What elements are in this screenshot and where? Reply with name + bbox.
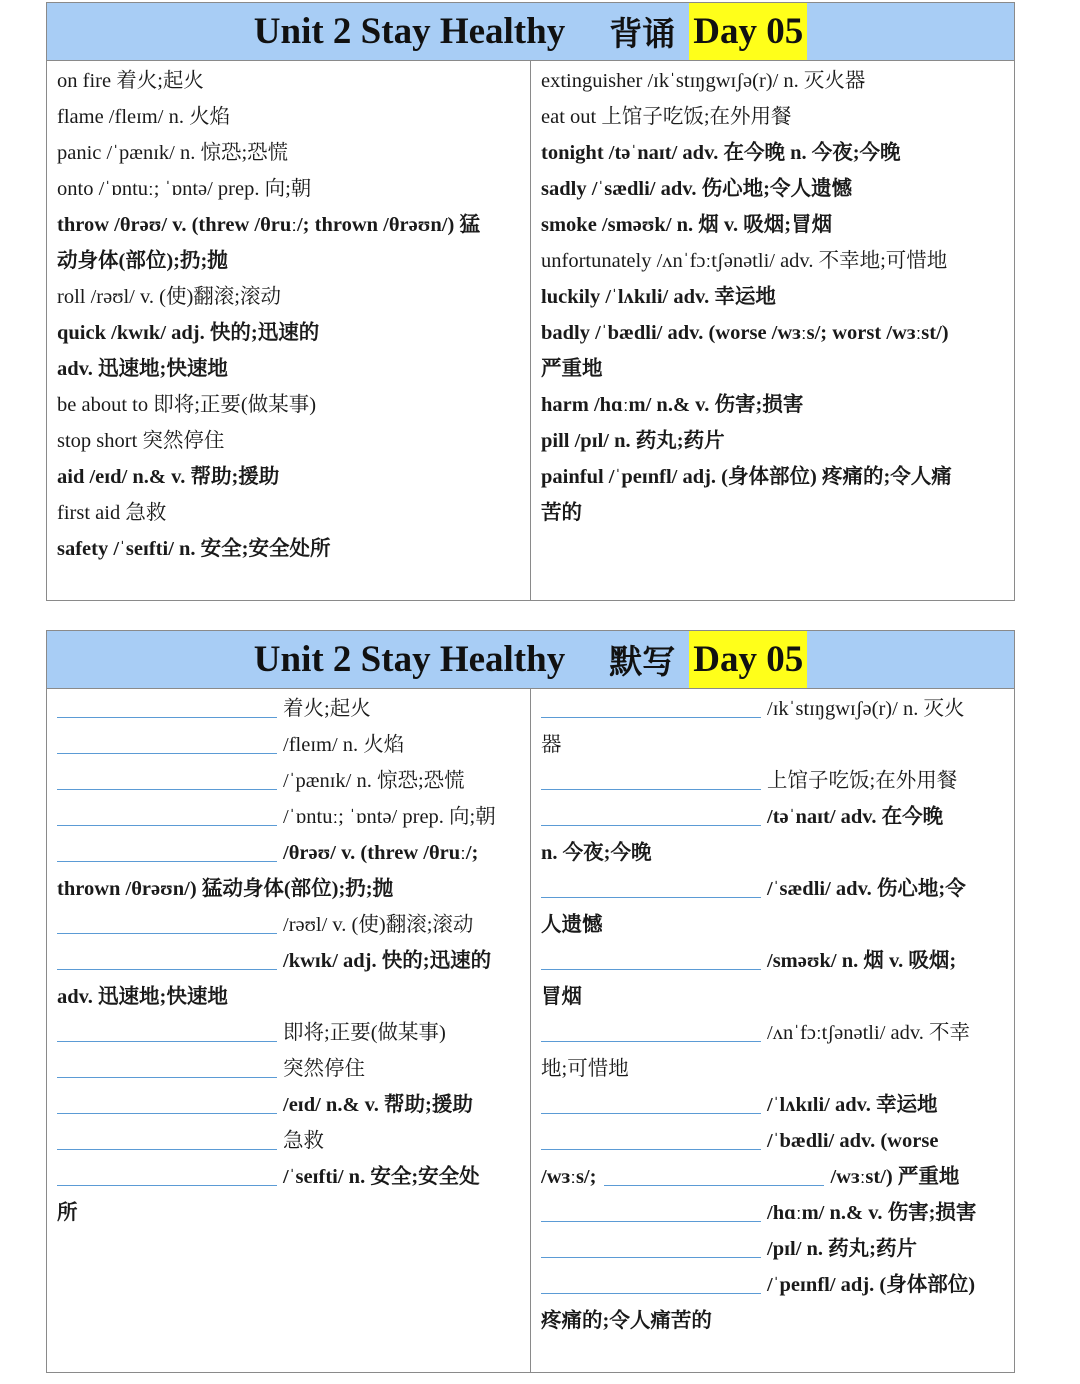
dictation-line — [541, 835, 1004, 871]
entry-text: first aid 急救 — [57, 502, 167, 524]
dictation-line — [57, 727, 520, 763]
dictation-line — [57, 1123, 520, 1159]
entry-text: flame /fleɪm/ n. 火焰 — [57, 106, 231, 128]
vocab-line — [57, 99, 520, 135]
entry-text: /eɪd/ n.& v. 帮助;援助 — [283, 1094, 473, 1116]
answer-blank[interactable] — [604, 1159, 824, 1186]
mode-label: 背诵 — [609, 14, 676, 53]
dictation-line — [541, 1087, 1004, 1123]
vocab-line — [57, 243, 520, 279]
answer-blank[interactable] — [57, 727, 277, 754]
answer-blank[interactable] — [57, 1087, 277, 1114]
dictation-line — [541, 763, 1004, 799]
entry-text: /θrəʊ/ v. (threw /θruː/; — [283, 842, 479, 864]
dictation-line — [541, 691, 1004, 727]
vocab-line — [57, 495, 520, 531]
dictation-line — [57, 799, 520, 835]
answer-blank[interactable] — [541, 1267, 761, 1294]
entry-text: /rəʊl/ v. (使)翻滚;滚动 — [283, 914, 474, 936]
entry-text: throw /θrəʊ/ v. (threw /θruː/; thrown /θrəʊn/) 猛 — [57, 214, 480, 236]
dictation-line — [57, 835, 520, 871]
dictation-line — [57, 907, 520, 943]
dictation-line — [57, 1087, 520, 1123]
entry-text: tonight /təˈnaɪt/ adv. 在今晚 n. 今夜;今晚 — [541, 142, 901, 164]
entry-text: sadly /ˈsædli/ adv. 伤心地;令人遗憾 — [541, 178, 852, 200]
recite-card — [46, 2, 1015, 601]
entry-text: stop short 突然停住 — [57, 430, 225, 452]
vocab-line — [541, 63, 1004, 99]
entry-text: /ˈpeɪnfl/ adj. (身体部位) — [767, 1274, 976, 1296]
entry-text: /wɜːs/; — [541, 1166, 597, 1188]
dictation-line — [541, 943, 1004, 979]
entry-text: harm /hɑːm/ n.& v. 伤害;损害 — [541, 394, 804, 416]
entry-text: thrown /θrəʊn/) 猛动身体(部位);扔;抛 — [57, 878, 394, 900]
dictation-line — [541, 1123, 1004, 1159]
entry-text: /təˈnaɪt/ adv. 在今晚 — [767, 806, 944, 828]
vocab-line — [541, 495, 1004, 531]
entry-text: luckily /ˈlʌkɪli/ adv. 幸运地 — [541, 286, 776, 308]
entry-text: 突然停住 — [283, 1058, 365, 1080]
entry-text: /wɜːst/) 严重地 — [830, 1166, 960, 1188]
entry-text: adv. 迅速地;快速地 — [57, 986, 228, 1008]
entry-text: painful /ˈpeɪnfl/ adj. (身体部位) 疼痛的;令人痛 — [541, 466, 952, 488]
vocab-line — [541, 99, 1004, 135]
vocab-line — [541, 423, 1004, 459]
vocab-line — [57, 63, 520, 99]
answer-blank[interactable] — [541, 943, 761, 970]
entry-text: unfortunately /ʌnˈfɔːtʃənətli/ adv. 不幸地;可惜地 — [541, 250, 948, 272]
entry-text: /ˈbædli/ adv. (worse — [767, 1130, 939, 1152]
vocab-line — [541, 387, 1004, 423]
entry-text: /pɪl/ n. 药丸;药片 — [767, 1238, 917, 1260]
card-title: Unit 2 Stay Healthy — [253, 11, 566, 52]
dictation-line — [541, 1195, 1004, 1231]
entry-text: /ˈlʌkɪli/ adv. 幸运地 — [767, 1094, 938, 1116]
vocab-line — [57, 207, 520, 243]
vocab-line — [541, 171, 1004, 207]
answer-blank[interactable] — [57, 1159, 277, 1186]
entry-text: adv. 迅速地;快速地 — [57, 358, 228, 380]
vocab-line — [57, 315, 520, 351]
answer-blank[interactable] — [57, 799, 277, 826]
mode-label: 默写 — [609, 642, 676, 681]
entry-text: 所 — [57, 1202, 78, 1224]
entry-text: /ˈɒntuː; ˈɒntə/ prep. 向;朝 — [283, 806, 496, 828]
entry-text: 人遗憾 — [541, 914, 603, 936]
answer-blank[interactable] — [57, 1015, 277, 1042]
answer-blank[interactable] — [57, 763, 277, 790]
entry-text: roll /rəʊl/ v. (使)翻滚;滚动 — [57, 286, 281, 308]
entry-text: 急救 — [283, 1130, 324, 1152]
entry-text: /fleɪm/ n. 火焰 — [283, 734, 405, 756]
vocab-line — [57, 135, 520, 171]
entry-text: badly /ˈbædli/ adv. (worse /wɜːs/; worst /wɜːst/) — [541, 322, 949, 344]
entry-text: /ˈseɪfti/ n. 安全;安全处 — [283, 1166, 480, 1188]
dictation-line — [57, 763, 520, 799]
vocab-line — [57, 459, 520, 495]
dictation-line — [57, 979, 520, 1015]
vocab-column-right — [531, 61, 1014, 600]
answer-blank[interactable] — [541, 871, 761, 898]
day-badge: Day 05 — [689, 3, 807, 60]
entry-text: extinguisher /ɪkˈstɪŋgwɪʃə(r)/ n. 灭火器 — [541, 70, 866, 92]
dictation-line — [541, 727, 1004, 763]
answer-blank[interactable] — [541, 1123, 761, 1150]
entry-text: /ˈpænɪk/ n. 惊恐;恐慌 — [283, 770, 465, 792]
entry-text: /ʌnˈfɔːtʃənətli/ adv. 不幸 — [767, 1022, 971, 1044]
entry-text: smoke /sməʊk/ n. 烟 v. 吸烟;冒烟 — [541, 214, 833, 236]
vocab-line — [57, 171, 520, 207]
entry-text: /ɪkˈstɪŋgwɪʃə(r)/ n. 灭火 — [767, 698, 965, 720]
entry-text: safety /ˈseɪfti/ n. 安全;安全处所 — [57, 538, 331, 560]
vocab-line — [541, 279, 1004, 315]
dictation-line — [541, 1051, 1004, 1087]
card-title: Unit 2 Stay Healthy — [253, 639, 566, 680]
vocab-line — [541, 315, 1004, 351]
dictation-line — [57, 871, 520, 907]
entry-text: 地;可惜地 — [541, 1058, 629, 1080]
answer-blank[interactable] — [541, 691, 761, 718]
answer-blank[interactable] — [541, 799, 761, 826]
entry-text: 动身体(部位);扔;抛 — [57, 250, 228, 272]
entry-text: be about to 即将;正要(做某事) — [57, 394, 317, 416]
entry-text: 上馆子吃饭;在外用餐 — [767, 770, 958, 792]
entry-text: 即将;正要(做某事) — [283, 1022, 446, 1044]
answer-blank[interactable] — [57, 943, 277, 970]
answer-blank[interactable] — [57, 1123, 277, 1150]
dictation-line — [541, 1159, 1004, 1195]
entry-text: 严重地 — [541, 358, 603, 380]
vocab-line — [57, 387, 520, 423]
dictation-column-left — [47, 689, 531, 1372]
card-header — [47, 631, 1014, 689]
answer-blank[interactable] — [57, 835, 277, 862]
dictation-line — [57, 691, 520, 727]
vocab-line — [541, 243, 1004, 279]
answer-blank[interactable] — [57, 691, 277, 718]
vocab-line — [541, 459, 1004, 495]
dictation-line — [57, 943, 520, 979]
answer-blank[interactable] — [541, 763, 761, 790]
entry-text: 冒烟 — [541, 986, 582, 1008]
entry-text: on fire 着火;起火 — [57, 70, 204, 92]
card-header — [47, 3, 1014, 61]
dictation-line — [57, 1195, 520, 1231]
entry-text: onto /ˈɒntuː; ˈɒntə/ prep. 向;朝 — [57, 178, 312, 200]
entry-text: panic /ˈpænɪk/ n. 惊恐;恐慌 — [57, 142, 289, 164]
dictation-card — [46, 630, 1015, 1373]
dictation-line — [541, 1303, 1004, 1339]
dictation-line — [57, 1015, 520, 1051]
vocab-line — [541, 351, 1004, 387]
entry-text: 着火;起火 — [283, 698, 371, 720]
dictation-line — [541, 1015, 1004, 1051]
dictation-line — [541, 979, 1004, 1015]
answer-blank[interactable] — [541, 1231, 761, 1258]
answer-blank[interactable] — [541, 1195, 761, 1222]
day-badge: Day 05 — [689, 631, 807, 688]
vocab-line — [57, 279, 520, 315]
dictation-line — [541, 799, 1004, 835]
dictation-line — [541, 871, 1004, 907]
dictation-line — [57, 1159, 520, 1195]
entry-text: /kwɪk/ adj. 快的;迅速的 — [283, 950, 492, 972]
entry-text: 苦的 — [541, 502, 582, 524]
dictation-column-right — [531, 689, 1014, 1372]
dictation-line — [57, 1051, 520, 1087]
dictation-line — [541, 907, 1004, 943]
vocab-line — [57, 423, 520, 459]
answer-blank[interactable] — [57, 1051, 277, 1078]
dictation-line — [541, 1231, 1004, 1267]
vocab-line — [541, 207, 1004, 243]
answer-blank[interactable] — [541, 1015, 761, 1042]
entry-text: 器 — [541, 734, 562, 756]
vocab-line — [57, 351, 520, 387]
entry-text: /hɑːm/ n.& v. 伤害;损害 — [767, 1202, 977, 1224]
vocab-line — [57, 531, 520, 567]
answer-blank[interactable] — [57, 907, 277, 934]
entry-text: n. 今夜;今晚 — [541, 842, 652, 864]
entry-text: /sməʊk/ n. 烟 v. 吸烟; — [767, 950, 957, 972]
entry-text: pill /pɪl/ n. 药丸;药片 — [541, 430, 725, 452]
dictation-line — [541, 1267, 1004, 1303]
entry-text: /ˈsædli/ adv. 伤心地;令 — [767, 878, 966, 900]
answer-blank[interactable] — [541, 1087, 761, 1114]
vocab-line — [541, 135, 1004, 171]
entry-text: quick /kwɪk/ adj. 快的;迅速的 — [57, 322, 320, 344]
vocab-column-left — [47, 61, 531, 600]
entry-text: aid /eɪd/ n.& v. 帮助;援助 — [57, 466, 280, 488]
entry-text: 疼痛的;令人痛苦的 — [541, 1310, 712, 1332]
entry-text: eat out 上馆子吃饭;在外用餐 — [541, 106, 792, 128]
